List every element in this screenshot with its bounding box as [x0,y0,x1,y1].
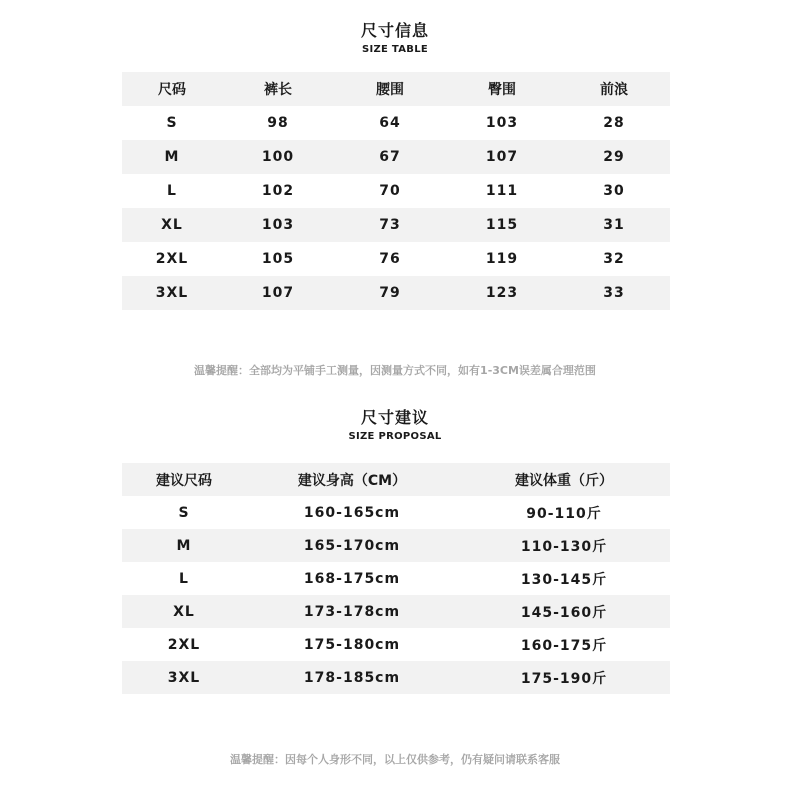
table-cell: 103 [485,115,519,131]
table-cell: 3XL [167,669,201,686]
table-cell: 107 [261,285,295,301]
table-cell: 103 [261,217,295,233]
table-cell: 2XL [167,636,201,653]
table-cell: 145-160斤 [520,604,608,621]
table-cell: 29 [603,149,625,165]
table-cell: 100 [261,149,295,165]
table-row [122,496,670,529]
table-cell: 3XL [155,285,189,301]
table-cell: 178-185cm [303,669,401,686]
header-length: 裤长 [264,82,292,98]
size-table [122,72,670,310]
table-cell: L [167,183,177,199]
table-cell: L [179,570,189,587]
table-cell: 79 [379,285,401,301]
size-proposal-heading [0,405,790,442]
table-cell: 33 [603,285,625,301]
table-cell: 160-165cm [303,504,401,521]
table-cell: 123 [485,285,519,301]
table-cell: 173-178cm [303,603,401,620]
header-waist: 腰围 [376,82,404,98]
size-proposal-note: 温馨提醒：因每个人身形不同，以上仅供参考，仍有疑问请联系客服 [230,753,560,766]
table-cell: 130-145斤 [520,571,608,588]
table-cell: S [178,504,190,521]
table-row [122,140,670,174]
table-cell: 90-110斤 [526,505,602,522]
size-proposal-subtitle: SIZE PROPOSAL [348,431,442,442]
table-cell: 102 [261,183,295,199]
table-cell: 105 [261,251,295,267]
table-cell: 76 [379,251,401,267]
size-proposal-title: 尺寸建议 [360,408,429,427]
size-table-title: 尺寸信息 [360,21,429,40]
header-suggested-height: 建议身高（CM） [297,472,407,489]
table-cell: 111 [485,183,519,199]
size-table-heading [0,18,790,55]
table-cell: 115 [485,217,519,233]
table-cell: 119 [485,251,519,267]
table-row [122,628,670,661]
table-cell: 67 [379,149,401,165]
table-cell: 2XL [155,251,189,267]
table-row [122,661,670,694]
table-row [122,595,670,628]
table-cell: M [176,537,192,554]
table-cell: 64 [379,115,401,131]
table-row [122,106,670,140]
table-cell: 168-175cm [303,570,401,587]
table-cell: 30 [603,183,625,199]
table-row [122,529,670,562]
size-proposal-table [122,463,670,694]
table-cell: XL [173,603,195,620]
table-cell: 98 [267,115,289,131]
size-table-header-row [122,72,670,106]
table-cell: 110-130斤 [520,538,608,555]
table-cell: 70 [379,183,401,199]
table-cell: XL [161,217,183,233]
table-cell: 160-175斤 [520,637,608,654]
table-row [122,562,670,595]
table-cell: 165-170cm [303,537,401,554]
size-table-subtitle: SIZE TABLE [361,44,429,55]
table-cell: 32 [603,251,625,267]
header-front-rise: 前浪 [600,82,628,98]
table-cell: 31 [603,217,625,233]
header-hip: 臀围 [488,82,516,98]
header-suggested-weight: 建议体重（斤） [515,472,613,489]
header-size: 尺码 [158,82,186,98]
table-cell: 107 [485,149,519,165]
table-cell: 175-180cm [303,636,401,653]
size-proposal-header-row [122,463,670,496]
table-cell: 175-190斤 [520,670,608,687]
table-row [122,276,670,310]
table-row [122,174,670,208]
table-row [122,208,670,242]
table-row [122,242,670,276]
size-table-note: 温馨提醒：全部均为平铺手工测量，因测量方式不同，如有1-3CM误差属合理范围 [194,364,596,377]
table-cell: 28 [603,115,625,131]
table-cell: M [164,149,180,165]
table-cell: S [166,115,178,131]
table-cell: 73 [379,217,401,233]
header-suggested-size: 建议尺码 [156,472,212,489]
